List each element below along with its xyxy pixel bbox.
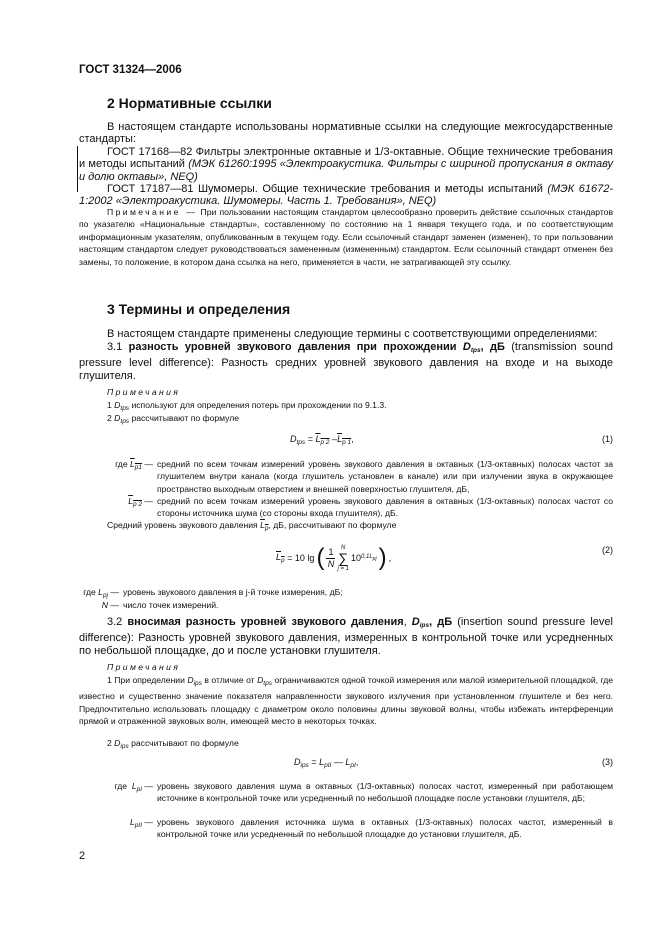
term-3-2: 3.2 вносимая разность уровней звукового давления, $D_{ips}$, дБ (insertion sound pressure level difference): Разность уровней звукового давления, измеренных в контрольной точке или усредненных по небольшой площадке, до и после установки глушителя. (79, 616, 614, 657)
symbol-letter: L (128, 496, 133, 506)
reference-gost-17168 (79, 146, 613, 183)
ref-equivalent: (МЭК 61260:1995 «Электроакустика. Фильтры с шириной пропускания в октаву и долю октавы», NEQ) (79, 158, 613, 183)
symbol: L (130, 817, 135, 827)
symbol-sub: ips (120, 743, 129, 750)
f-a-sub: pII (324, 762, 332, 769)
sum-bottom: j = 1 (337, 565, 349, 572)
note-num: 2 (107, 413, 112, 423)
change-bar (77, 146, 78, 192)
note-num: 1 (107, 400, 112, 410)
symbol: L (260, 520, 265, 530)
symbol: D (114, 400, 121, 410)
fraction (326, 547, 335, 570)
note-text: рассчитывают по формуле (131, 738, 239, 748)
symbol-sub: p (264, 525, 269, 532)
sum-top: N (341, 544, 346, 551)
symbol-sub: p1 (134, 464, 143, 471)
symbol: N (101, 600, 109, 610)
symbol-sub: ips (193, 680, 202, 687)
f-b: L (337, 434, 343, 444)
note-text: ограничиваются одной точкой измерения или малой измерительной площадкой, где известно и существенно значение показателя направленности звукового излучения при установленном глушителе и без него. Предпочтительно использовать площадку с диаметром около половины длины звуковой волны, чтобы избежать интерференции прямой и отраженной звуковых волн, имеющей место в некоторых точках. (79, 675, 614, 727)
section-3-heading: 3 Термины и определения (107, 301, 291, 317)
note-3-2-1 (79, 674, 613, 728)
symbol: D (257, 675, 264, 685)
note-text: При пользовании настоящим стандартом целесообразно проверить действие ссылочных стандартов по указателю «Национальные стандарты», составленному по состоянию на 1 января текущего года, и по соответствующим информационным указателям, опубликованным в текущем году. Если ссылочный стандарт заменен (изменен), то при пользовании настоящим стандартом следует руководствоваться замененным (измененным) стандартом. Если ссылочный стандарт отменен без замены, то положение, в котором дана ссылка на него, применяется в части, не затрагивающей эту ссылку. (79, 207, 614, 267)
note-num: 1 (107, 675, 112, 685)
f-end: , (388, 553, 392, 563)
notes-label (79, 661, 613, 673)
f-end: , (351, 434, 354, 444)
def-lp2: $L_{p 2}$ — средний по всем точкам измерений уровень звукового давления в октавных (1/3-октавных) полосах частот со стороны источника шума (со стороны входа глушителя), дБ. (128, 496, 613, 519)
f-lhs: L (276, 552, 282, 562)
symbol: L (98, 587, 103, 597)
power-base: 10 (350, 553, 361, 563)
def-N: N — число точек измерений. (79, 599, 613, 611)
note-num: 2 (107, 738, 112, 748)
f-lhs: D (294, 757, 301, 767)
left-paren: ( (316, 544, 325, 571)
definition-text: число точек измерений. (123, 600, 219, 610)
f-lhs: D (290, 434, 297, 444)
term-definition: Разность уровней звукового давления, измеренных в контрольной точке или усредненных по небольшой площадке, до и после установки глушителя. (79, 632, 614, 657)
note-text: используют для определения потерь при прохождении по 9.1.3. (131, 400, 387, 410)
exponent: 0,1L (360, 554, 373, 560)
where-label: где (83, 587, 96, 597)
symbol-sub: tps (263, 680, 272, 687)
note-label: Примечание — (107, 207, 198, 217)
reference-gost-17187 (79, 183, 613, 208)
right-paren: ) (378, 544, 387, 571)
symbol-letter: L (130, 459, 135, 469)
formula-1-number: (1) (602, 434, 613, 444)
notes-label (79, 386, 613, 398)
average-level-intro (79, 519, 613, 535)
symbol: D (114, 413, 121, 423)
section-2-intro: В настоящем стандарте использованы нормативные ссылки на следующие межгосударственные стандарты: (79, 121, 613, 146)
symbol-sub: pII (134, 822, 143, 829)
note-3-1-2 (79, 412, 613, 428)
term-english: (transmission sound pressure level difference): (79, 341, 613, 370)
f-b-sub: pI (350, 762, 356, 769)
f-end: , (355, 757, 359, 767)
term-number: 3.2 (107, 616, 123, 628)
term-number: 3.1 (107, 341, 123, 353)
term-name: разность уровней звукового давления при прохождении (128, 341, 457, 353)
f-a: L (319, 757, 325, 767)
def-lp1: где $L_{p1}$ — средний по всем точкам измерений уровень звукового давления в октавных (1/3-октавных) полосах частот за глушителем внутри канала (когда глушитель установлен в канале) или при излучении звука в окружающее пространство выходным отверстием и внешней поверхностью глушителя, дБ, (115, 459, 613, 494)
f-lhs-sub: tps (296, 439, 306, 446)
symbol-sub: tps (120, 418, 130, 425)
definition-text: уровень звукового давления шума в октавных (1/3-октавных) полосах частот, измеренный при работающем источнике в контрольной точке или усредненный по небольшой площадке после установки глушителя, дБ; (157, 781, 613, 804)
notes-label-text: Примечания (107, 387, 181, 397)
term-symbol-sub: tps (470, 347, 481, 354)
section-3-intro: В настоящем стандарте применены следующие термины с соответствующими определениями: (107, 328, 598, 340)
term-english: (insertion sound pressure level difference): (79, 616, 613, 645)
symbol (128, 496, 142, 506)
definition-text: средний по всем точкам измерений уровень звукового давления в октавных (1/3-октавных) полосах частот со стороны источника шума (со стороны входа глушителя), дБ. (157, 496, 613, 519)
term-name: вносимая разность уровней звукового давления (127, 616, 404, 628)
symbol-sub: p 2 (132, 501, 143, 508)
sum-sign: ∑ (338, 549, 349, 566)
f-a-sub: p 2 (320, 439, 330, 446)
definition-text: средний по всем точкам измерений уровень звукового давления в октавных (1/3-октавных) полосах частот за глушителем внутри канала (когда глушитель установлен в канале) или при излучении звука в окружающее пространство выходным отверстием и внешней поверхностью глушителя, дБ, (157, 459, 613, 494)
formula-3-number: (3) (602, 757, 613, 767)
symbol-sub: pI (136, 786, 143, 793)
denominator: N (327, 558, 335, 569)
symbol: D (114, 738, 121, 748)
f-lhs-sub: p (281, 557, 285, 564)
f-eq: = 10 lg (287, 553, 315, 563)
term-symbol: D (462, 341, 471, 353)
f-a: L (315, 434, 321, 444)
where-label: где (115, 459, 128, 469)
term-symbol-sub: ips (419, 622, 430, 629)
def-lpI: где $L_{pI}$ — уровень звукового давления шума в октавных (1/3-октавных) полосах частот, измеренный при работающем источнике в контрольной точке или усредненный по небольшой площадке после установки глушителя, дБ; (114, 781, 613, 804)
note-text: рассчитывают по формуле (131, 413, 240, 423)
symbol: D (187, 675, 194, 685)
f-minus: — (333, 757, 343, 767)
text: , дБ, рассчитывают по формуле (268, 520, 397, 530)
exponent-sub: pj (372, 556, 377, 562)
f-b: L (345, 757, 351, 767)
term-symbol: D (411, 616, 420, 628)
ref-text: ГОСТ 17187—81 Шумомеры. Общие технические требования и методы испытаний (107, 183, 543, 195)
document-header: ГОСТ 31324—2006 (79, 64, 182, 76)
f-eq: = (307, 434, 313, 444)
text: При определении (114, 675, 185, 685)
f-eq: = (311, 757, 317, 767)
term-unit: , дБ (429, 616, 453, 628)
symbol: L (131, 781, 137, 791)
definition-text: уровень звукового давления в j-й точке измерения, дБ; (123, 587, 343, 597)
symbol (130, 459, 142, 469)
term-3-1 (79, 341, 613, 382)
symbol-sub: pj (102, 592, 109, 599)
f-lhs-sub: ips (300, 762, 309, 769)
section-2-note (79, 206, 613, 268)
note-3-2-2 (79, 737, 613, 753)
formula-2 (276, 543, 391, 573)
def-lpj: где $L_{pj}$ — уровень звукового давления в j-й точке измерения, дБ; (79, 586, 613, 602)
ref-text: ГОСТ 17168—82 Фильтры электронные октавные и 1/3-октавные. Общие технические требования и методы испытаний (79, 146, 613, 171)
def-lpII: $L_{pII}$ — уровень звукового давления источника шума в октавных (1/3-октавных) полосах частот, измеренный в контрольной точке или усредненный по небольшой площадке до установки глушителя, дБ. (130, 817, 613, 840)
notes-label-text: Примечания (107, 662, 181, 672)
formula-1 (290, 434, 354, 446)
page-number: 2 (79, 850, 86, 862)
f-b-sub: p 1 (342, 439, 352, 446)
f-minus: – (332, 434, 338, 444)
symbol-sub: tps (120, 405, 130, 412)
ref-equivalent: (МЭК 61672-1:2002 «Электроакустика. Шумомеры. Часть 1. Требования», NEQ) (79, 183, 614, 208)
sum (337, 544, 349, 573)
formula-3 (294, 757, 358, 769)
definition-text: уровень звукового давления источника шума в октавных (1/3-октавных) полосах частот, измеренный в контрольной точке или усредненный по небольшой площадке до установки глушителя, дБ. (157, 817, 613, 840)
text: Средний уровень звукового давления (107, 520, 258, 530)
numerator: 1 (328, 546, 334, 557)
formula-2-number: (2) (602, 545, 613, 555)
section-2-heading: 2 Нормативные ссылки (107, 95, 272, 111)
text: в отличие от (204, 675, 255, 685)
term-definition: Разность средних уровней звукового давления на входе и на выходе глушителя. (79, 357, 613, 382)
term-unit: , дБ (480, 341, 505, 353)
where-label: где (114, 781, 128, 791)
